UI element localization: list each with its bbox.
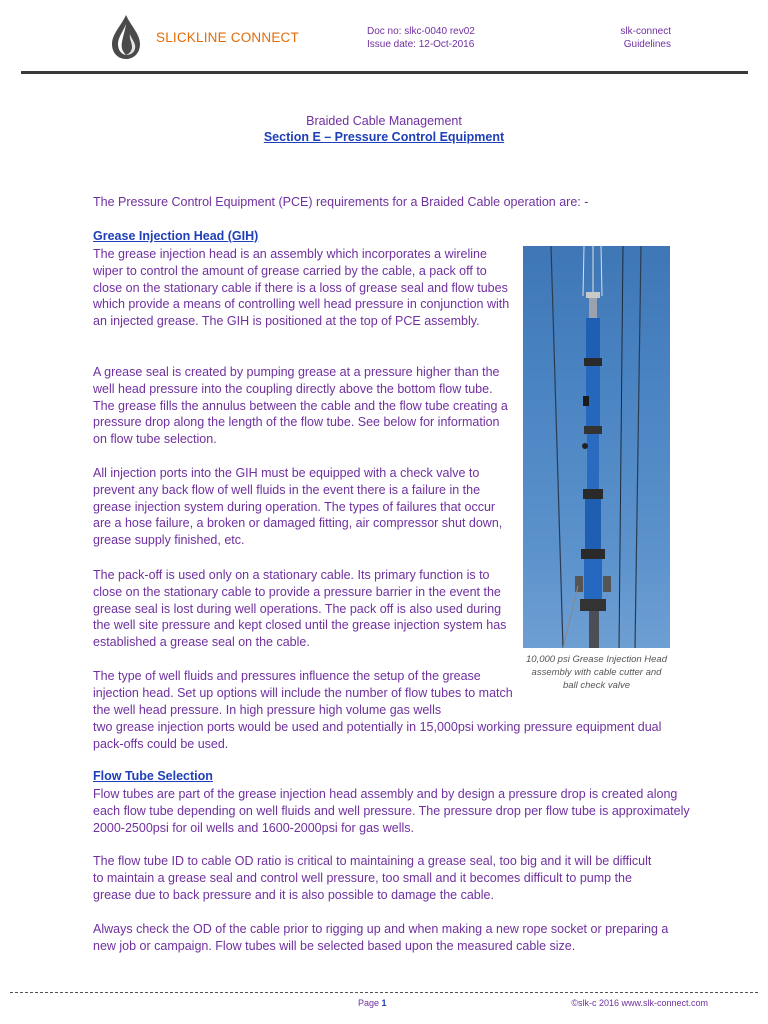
header-divider <box>21 71 748 74</box>
page-value: 1 <box>381 998 387 1008</box>
doc-info <box>367 25 475 51</box>
page-label: Page <box>358 998 380 1008</box>
intro-text: The Pressure Control Equipment (PCE) requirements for a Braided Cable operation are: - <box>93 195 589 209</box>
doc-category: Guidelines <box>623 39 671 50</box>
footer-divider <box>10 992 758 994</box>
brand-name: SLICKLINE CONNECT <box>156 30 299 45</box>
flow-paragraph-2: The flow tube ID to cable OD ratio is critical to maintaining a grease seal, too big and it will be difficult to maintain a grease seal and control well pressure, too small and it becomes difficult to pump the grease due to back pressure and it is also possible to damage the cable. <box>93 854 652 902</box>
doc-number: Doc no: slkc-0040 rev02 <box>367 26 475 37</box>
issue-date: Issue date: 12-Oct-2016 <box>367 39 475 50</box>
page-header <box>0 0 768 76</box>
gih-paragraph-2: A grease seal is created by pumping grease at a pressure higher than the well head pressure into the coupling directly above the bottom flow tube. The grease fills the annulus between the cable and the flow tube creating a pressure drop along the length of the flow tube. See below for information on flow tube selection. <box>93 365 508 447</box>
flow-tube-heading: Flow Tube Selection <box>93 769 213 783</box>
gih-assembly-image <box>523 246 670 648</box>
site-name: slk-connect <box>620 26 671 37</box>
gih-paragraph-4: The pack-off is used only on a stationary cable. Its primary function is to close on the stationary cable to provide a pressure barrier in the event the grease seal is lost during well operations. The pack off is also used during the well site pressure and kept closed until the grease injection system has established a grease seal on the cable. <box>93 568 507 650</box>
gih-paragraph-3: All injection ports into the GIH must be equipped with a check valve to prevent any back flow of well fluids in the event there is a failure in the grease injection system during operation. The types of failures that occur are a hose failure, a broken or damaged fitting, air compressor shut down, grease supply finished, etc. <box>93 466 503 548</box>
page-number <box>358 998 387 1008</box>
gih-heading: Grease Injection Head (GIH) <box>93 229 259 243</box>
gih-paragraph-5a: The type of well fluids and pressures influence the setup of the grease injection head. Set up options will include the number of flow tubes to match the well head pressure. In high pressure high volume gas wells <box>93 669 513 717</box>
site-info <box>620 25 671 51</box>
copyright-text: ©slk-c 2016 www.slk-connect.com <box>571 998 708 1008</box>
drop-logo-icon <box>108 14 144 60</box>
gih-paragraph-1: The grease injection head is an assembly which incorporates a wireline wiper to control the amount of grease carried by the cable, a pack off to close on the stationary cable if there is a loss of grease seal and flow tubes which provide a means of controlling well head pressure in conjunction with an injected grease. The GIH is positioned at the top of PCE assembly. <box>93 247 510 329</box>
flow-paragraph-3: Always check the OD of the cable prior to rigging up and when making a new rope socket or preparing a new job or campaign. Flow tubes will be selected based upon the measured cable size. <box>93 922 669 953</box>
flow-paragraph-1: Flow tubes are part of the grease injection head assembly and by design a pressure drop is created along each flow tube depending on well fluids and well pressure. The pressure drop per flow tube is approximately 2000-2500psi for oil wells and 1600-2000psi for gas wells. <box>93 787 690 835</box>
gih-paragraph-5b: two grease injection ports would be used and potentially in 15,000psi working pressure equipment dual pack-offs could be used. <box>93 720 662 751</box>
section-title: Section E – Pressure Control Equipment <box>263 130 505 144</box>
grease-injection-head-photo <box>523 246 670 648</box>
document-title: Braided Cable Management <box>306 114 462 128</box>
photo-caption: 10,000 psi Grease Injection Head assembly with cable cutter and ball check valve <box>525 654 667 691</box>
